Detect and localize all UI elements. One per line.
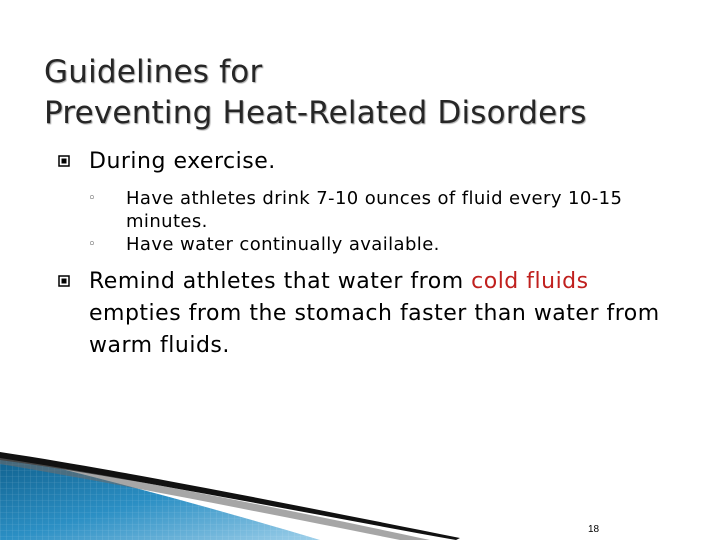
square-bullet-icon [58,275,70,287]
bullet-item-1 [58,146,678,178]
title-line-2: Preventing Heat-Related Disorders [44,95,587,131]
slide-content [58,146,678,362]
bullet-item-2-text-before: Remind athletes that water from [89,269,472,294]
square-bullet-icon [58,155,70,167]
sub-bullet-item-1-text: Have athletes drink 7-10 ounces of fluid every 10-15 minutes. [126,188,623,232]
decorative-swoosh [0,440,720,540]
slide-title [44,52,587,134]
bullet-item-1-text: During exercise. [89,149,276,174]
circle-bullet-icon: ◦ [88,237,97,252]
highlighted-text: cold fluids [471,269,589,294]
bullet-item-2-text-after: empties from the stomach faster than water from warm fluids. [89,301,660,358]
sub-bullet-item-2 [58,233,686,256]
page-number: 18 [588,524,600,535]
bullet-item-2 [58,266,678,362]
circle-bullet-icon: ◦ [88,191,97,206]
sub-bullet-item-1 [58,187,686,233]
sub-bullet-item-2-text: Have water continually available. [126,234,440,255]
title-line-1: Guidelines for [44,54,263,90]
sub-bullet-list [58,187,678,256]
